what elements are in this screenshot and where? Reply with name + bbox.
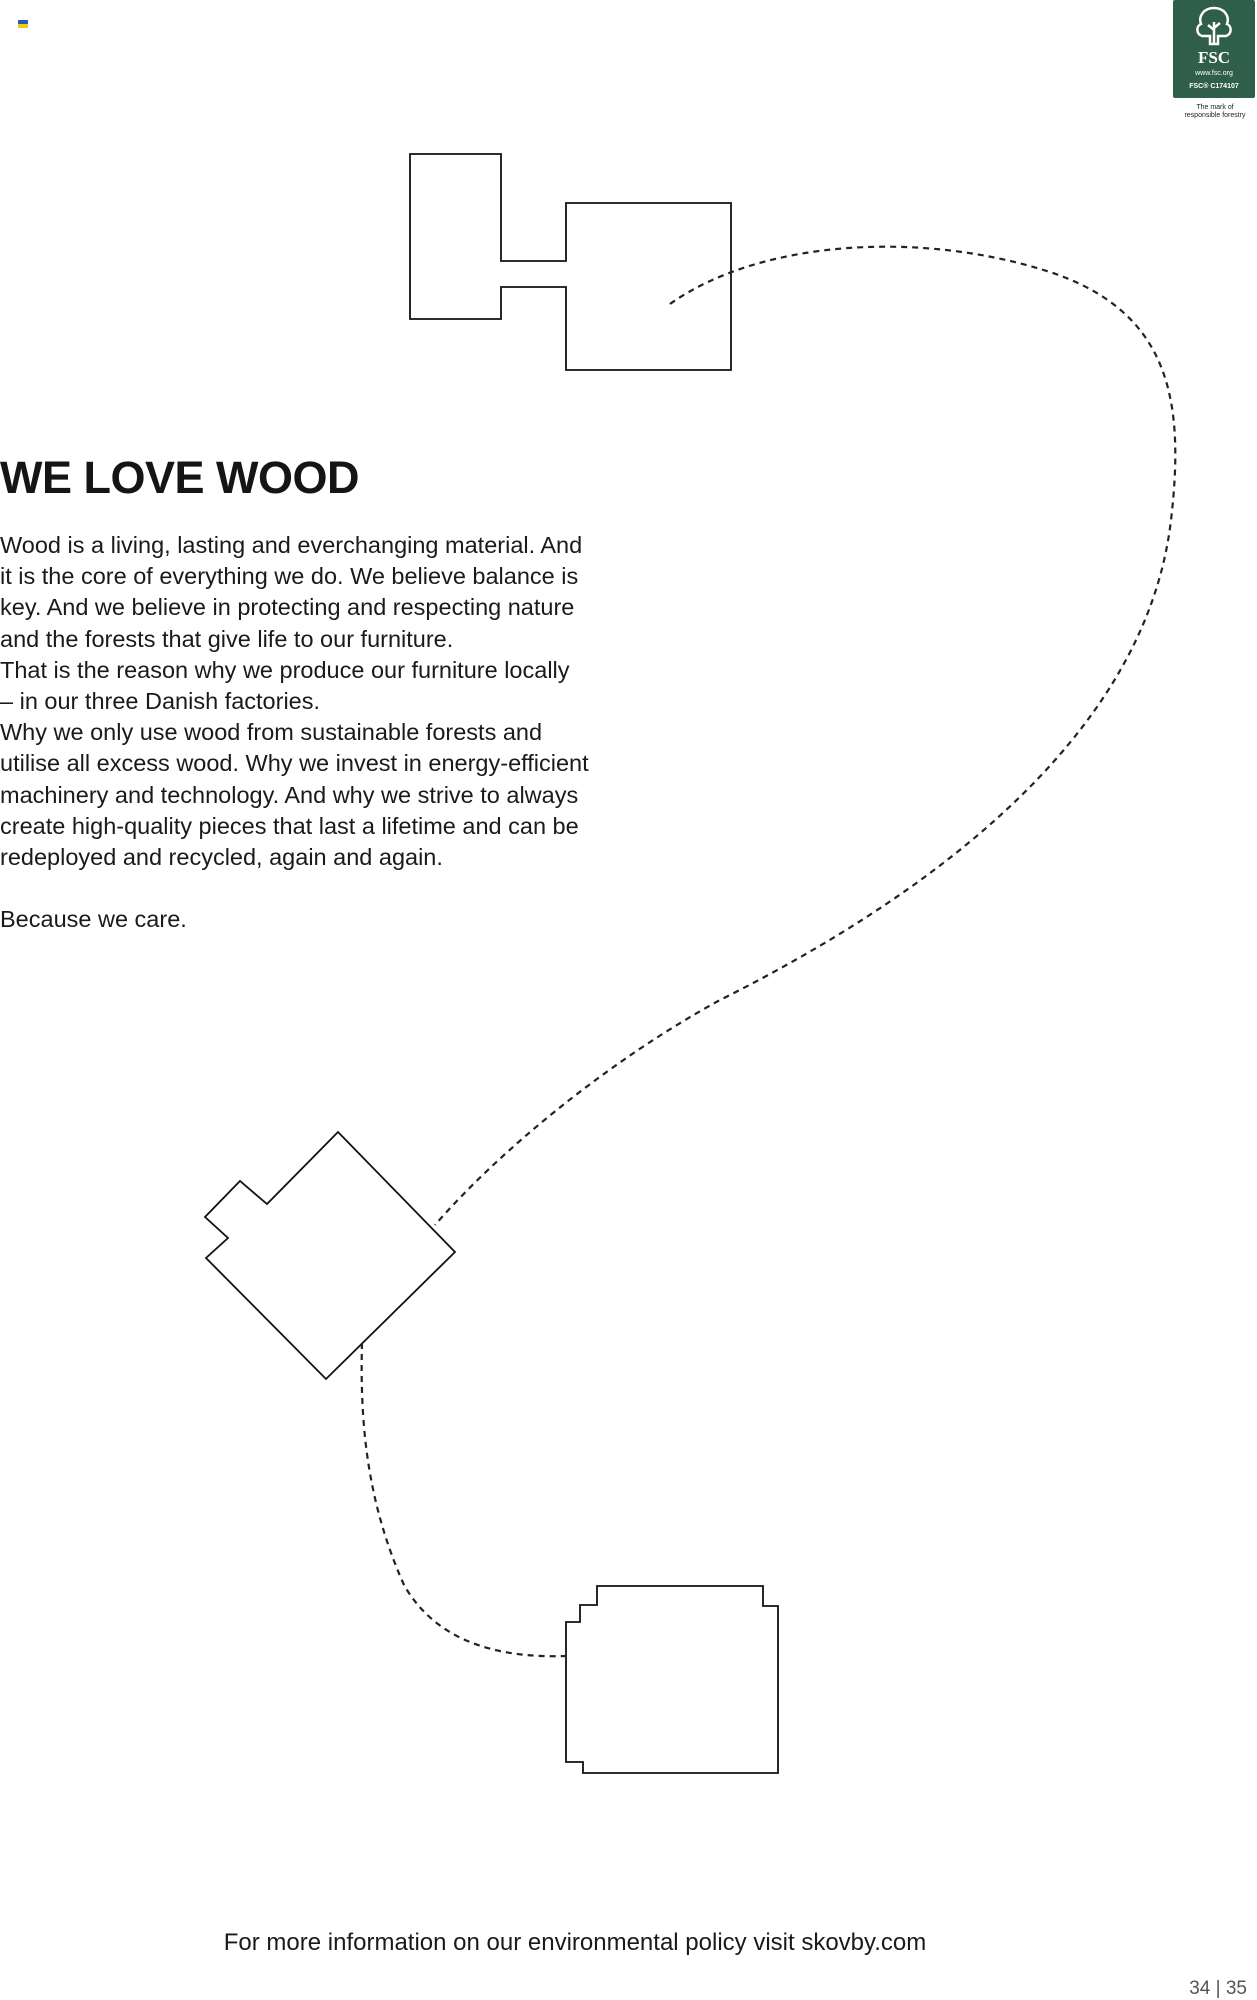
body-line: key. And we believe in protecting and respecting nature — [0, 594, 575, 621]
body-line: create high-quality pieces that last a lifetime and can be — [0, 812, 579, 839]
body-line: redeployed and recycled, again and again. — [0, 844, 443, 871]
body-line: utilise all excess wood. Why we invest in energy-efficient — [0, 750, 589, 777]
body-line: machinery and technology. And why we strive to always — [0, 781, 579, 808]
fsc-tagline: The mark of responsible forestry — [1184, 104, 1246, 119]
fsc-code: FSC® C174107 — [1189, 83, 1239, 90]
chair-outline-bottom — [566, 1586, 778, 1773]
fsc-site: www.fsc.org — [1195, 70, 1233, 77]
page-numbers: 34 | 35 — [1189, 1978, 1247, 1999]
body-line: That is the reason why we produce our furniture locally — [0, 656, 570, 683]
fsc-brand: FSC — [1197, 48, 1231, 67]
closing-line: Because we care. — [0, 906, 187, 933]
page-title: WE LOVE WOOD — [0, 452, 359, 503]
armchair-outline-diamond — [205, 1132, 455, 1379]
sofa-outline-top — [410, 154, 731, 370]
body-line: – in our three Danish factories. — [0, 688, 321, 715]
footer-note: For more information on our environmental policy visit skovby.com — [223, 1929, 927, 1956]
body-line: Why we only use wood from sustainable forests and — [0, 719, 543, 746]
body-line: it is the core of everything we do. We believe balance is — [0, 563, 579, 590]
body-line: and the forests that give life to our furniture. — [0, 625, 454, 652]
body-line: Wood is a living, lasting and everchanging material. And — [0, 532, 583, 558]
body-text — [0, 530, 670, 935]
dashed-path-lower — [362, 1343, 567, 1656]
